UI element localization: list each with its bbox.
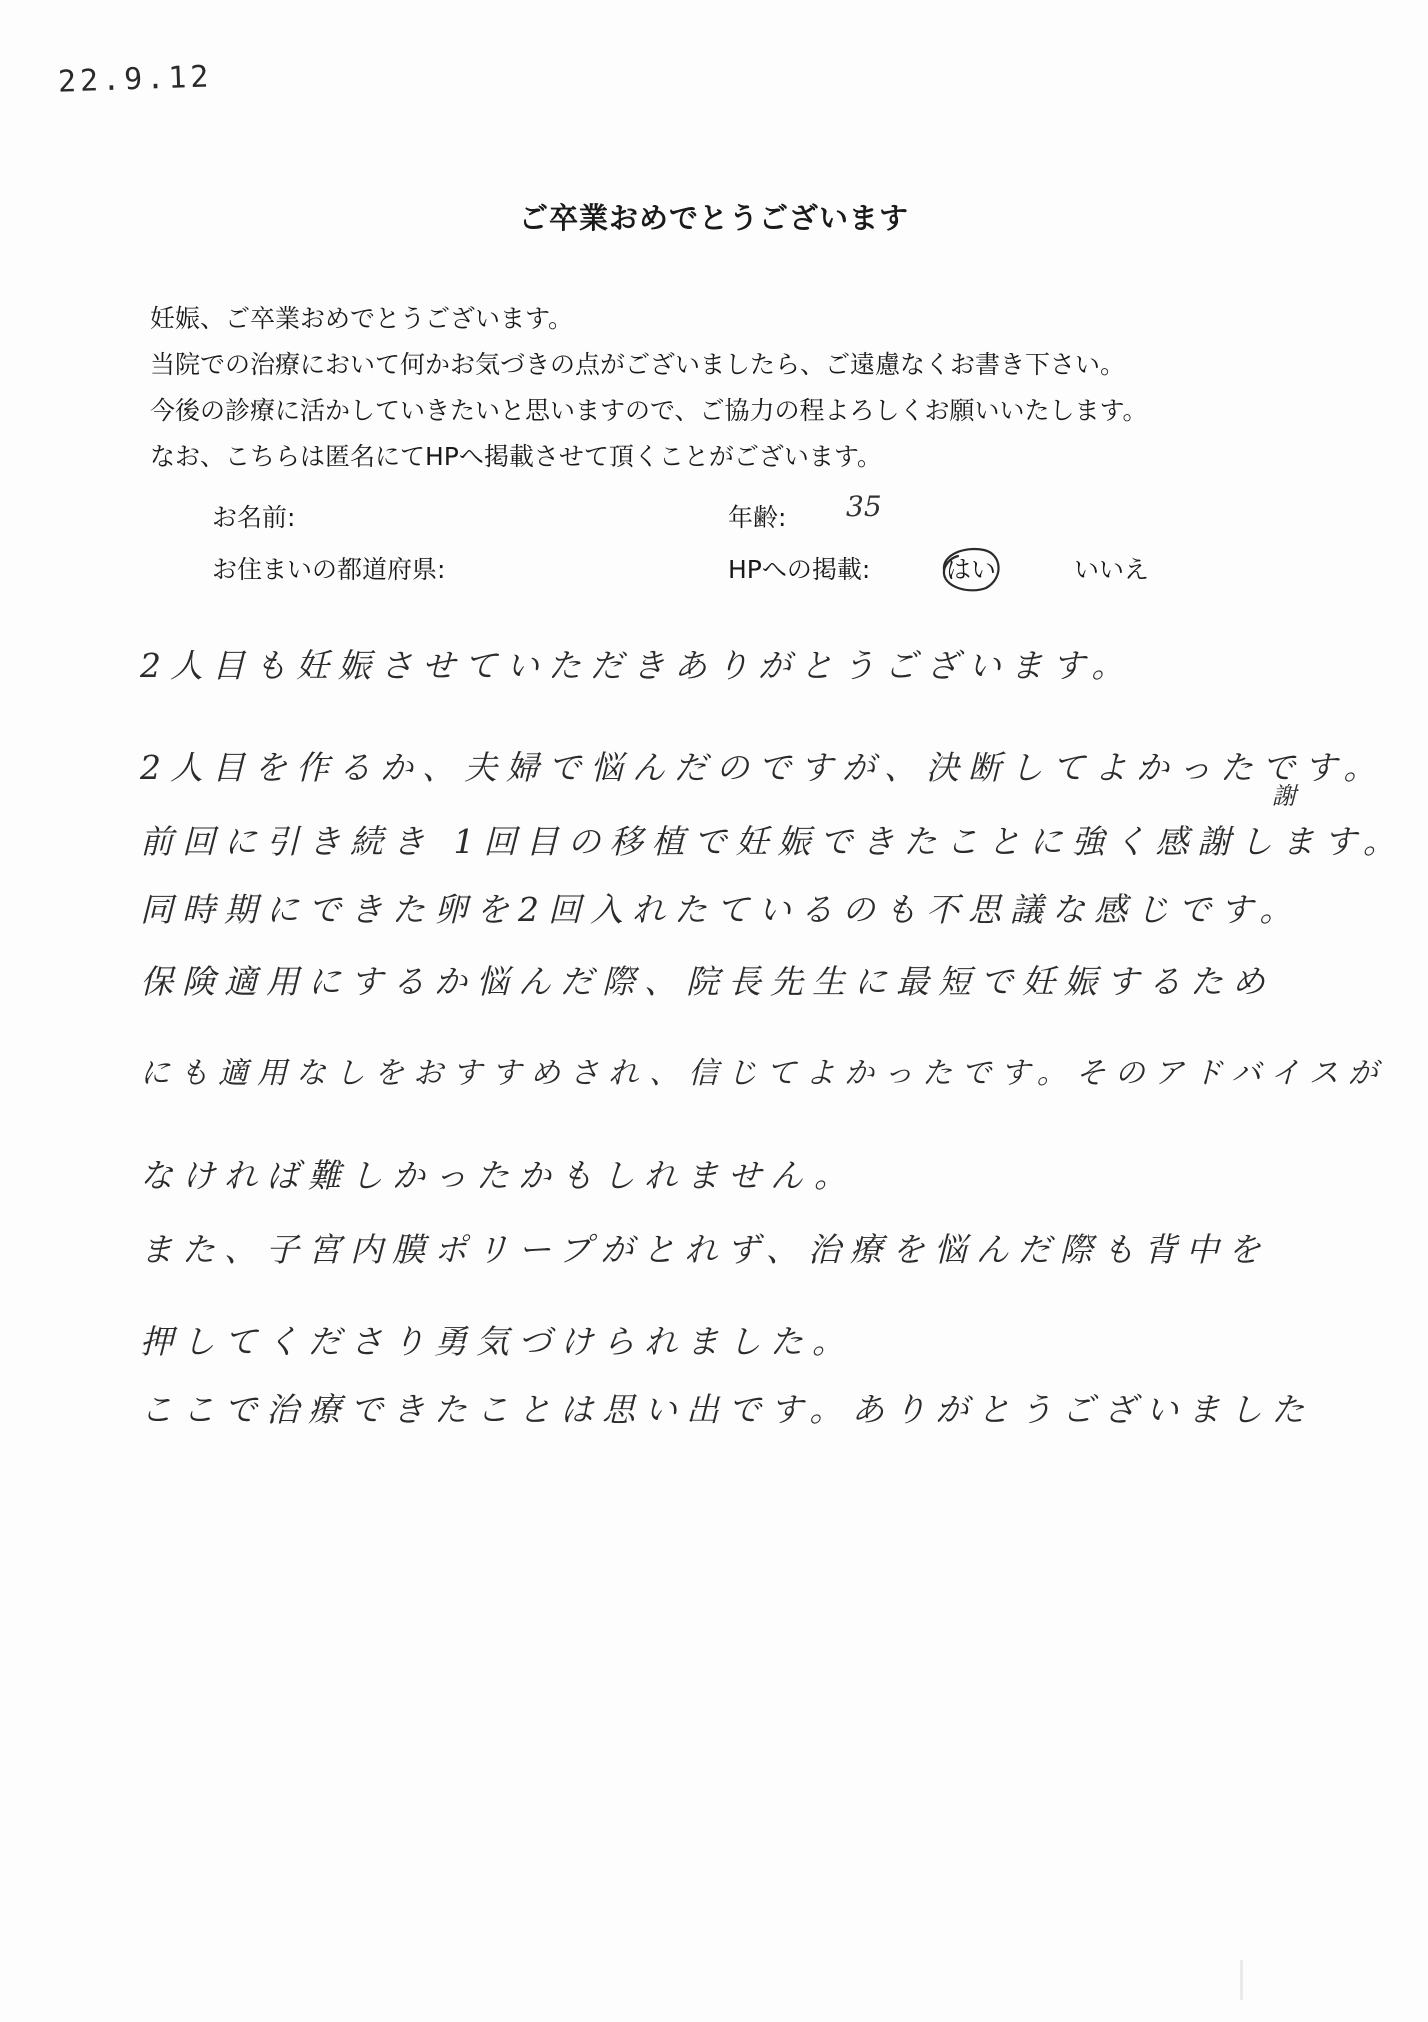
letter-line: 2人目も妊娠させていただきありがとうございます。 bbox=[140, 646, 1134, 685]
letter-line: 2人目を作るか、夫婦で悩んだのですが、決断してよかったです。 bbox=[140, 748, 1386, 787]
letter-line: ここで治療できたことは思い出です。ありがとうございました bbox=[140, 1390, 1314, 1429]
page-title: ご卒業おめでとうございます bbox=[518, 201, 909, 235]
prefecture-label: お住まいの都道府県: bbox=[212, 555, 446, 584]
letter-insertion: 謝 bbox=[1272, 782, 1296, 810]
letter-line: なければ難しかったかもしれません。 bbox=[140, 1156, 856, 1195]
letter-line: 保険適用にするか悩んだ際、院長先生に最短で妊娠するため bbox=[140, 962, 1274, 1001]
hp-publish-label: HPへの掲載: bbox=[728, 555, 871, 584]
letter-line: また、子宮内膜ポリープがとれず、治療を悩んだ際も背中を bbox=[140, 1230, 1270, 1269]
age-value[interactable]: 35 bbox=[846, 490, 882, 523]
handwritten-date: 22.9.12 bbox=[57, 59, 214, 100]
intro-line: 妊娠、ご卒業おめでとうございます。 bbox=[150, 304, 574, 333]
age-label: 年齢: bbox=[728, 503, 787, 532]
intro-line: 今後の診療に活かしていきたいと思いますので、ご協力の程よろしくお願いいたします。 bbox=[150, 396, 1148, 425]
intro-text bbox=[150, 296, 1350, 480]
letter-line: 前回に引き続き 1回目の移植で妊娠できたことに強く感謝します。 bbox=[140, 822, 1405, 861]
intro-line: 当院での治療において何かお気づきの点がございましたら、ご遠慮なくお書き下さい。 bbox=[150, 350, 1126, 379]
hp-yes-option[interactable]: はい bbox=[946, 555, 997, 584]
letter-line: にも適用なしをおすすめされ、信じてよかったです。そのアドバイスが bbox=[140, 1056, 1387, 1091]
letter-line: 押してくださり勇気づけられました。 bbox=[140, 1322, 854, 1361]
scan-artifact bbox=[1240, 1960, 1243, 2000]
hand-drawn-circle-icon bbox=[936, 544, 1006, 594]
letter-line: 同時期にできた卵を2回入れたているのも不思議な感じです。 bbox=[140, 890, 1302, 929]
hp-no-option[interactable]: いいえ bbox=[1074, 555, 1150, 584]
intro-line: なお、こちらは匿名にてHPへ掲載させて頂くことがございます。 bbox=[150, 442, 882, 471]
name-label: お名前: bbox=[212, 503, 296, 532]
